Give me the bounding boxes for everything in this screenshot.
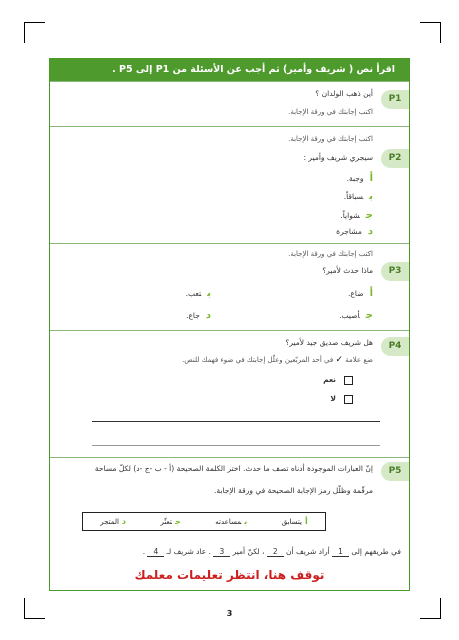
- option-p3-d[interactable]: دجاع.: [186, 310, 211, 321]
- word-c: جتعثّر: [160, 517, 181, 526]
- option-p2-b[interactable]: بسباقاً.: [343, 191, 373, 202]
- blank-3[interactable]: 3: [213, 547, 230, 557]
- question-tag-p3: P3: [381, 262, 409, 281]
- question-tag-p4: P4: [381, 337, 409, 356]
- option-no[interactable]: لا: [330, 394, 353, 404]
- section-p2: [50, 126, 409, 244]
- section-p4: [50, 330, 409, 458]
- instruction-p3: اكتب إجابتك في ورقة الإجابة.: [288, 250, 373, 258]
- option-p2-d[interactable]: دمشاجرة: [336, 226, 373, 237]
- crop-mark-top-right: [420, 22, 441, 43]
- instruction-p2: اكتب إجابتك في ورقة الإجابة.: [288, 135, 373, 143]
- section-p3: [50, 243, 409, 331]
- word-b: بمساعدته: [215, 517, 248, 526]
- question-tag-p2: P2: [381, 149, 409, 168]
- crop-mark-top-left: [24, 22, 45, 43]
- option-p2-c[interactable]: جشواياً.: [340, 210, 373, 221]
- page-number: 3: [226, 609, 233, 618]
- question-text-p3: ماذا حدث لأمير؟: [322, 266, 373, 275]
- section-p1: [50, 81, 409, 127]
- option-p3-a[interactable]: أضاع.: [348, 288, 373, 299]
- instruction-p1: اكتب إجابتك في ورقة الإجابة.: [288, 108, 373, 116]
- question-text-p1: أين ذهب الولدان ؟: [315, 89, 373, 98]
- word-a: أيتسابق: [281, 517, 308, 526]
- word-d: دالمتجر: [100, 517, 127, 526]
- instruction-p4: ضع علامة ✓ في أحد المربّعين وعلّل إجابتك في ضوء فهمك للنص.: [182, 355, 373, 365]
- sheet-header: اقرأ نص ( شريف وأمير) ثم أجب عن الأسئلة من P1 إلى P5 .: [50, 59, 409, 81]
- blank-2[interactable]: 2: [267, 547, 284, 557]
- option-p3-b[interactable]: بتعب.: [185, 288, 211, 299]
- question-text-p2: سيجري شريف وأمير :: [303, 153, 373, 162]
- fill-in-sentence: في طريقهم إلى 1 أراد شريف أن 2 ، لكنّ أمير 3 . عاد شريف لـ 4 .: [142, 547, 401, 556]
- question-text-p5-line2: مرقّمة وظلّل رمز الإجابة الصحيحة في ورقة الإجابة.: [213, 486, 373, 495]
- question-tag-p1: P1: [381, 90, 409, 109]
- question-text-p4: هل شريف صديق جيد لأمير؟: [285, 338, 373, 347]
- check-mark-icon: ✓: [335, 355, 343, 365]
- blank-1[interactable]: 1: [332, 547, 349, 557]
- option-yes[interactable]: نعم: [323, 375, 353, 385]
- checkbox-no[interactable]: [344, 395, 353, 404]
- stop-notice: توقف هنا، انتظر تعليمات معلمك: [134, 568, 325, 582]
- question-text-p5-line1: إنّ العبارات الموجودة أدناه تصف ما حدث. اختر الكلمة الصحيحة (أ - ب -ج -د) لكلّ مساحة: [94, 464, 373, 473]
- checkbox-yes[interactable]: [344, 376, 353, 385]
- blank-4[interactable]: 4: [147, 547, 164, 557]
- option-p3-c[interactable]: جأصيب.: [339, 310, 373, 321]
- answer-line-2[interactable]: [92, 445, 380, 446]
- word-bank: [82, 512, 326, 531]
- answer-line-1[interactable]: [92, 421, 380, 422]
- question-tag-p5: P5: [381, 462, 409, 481]
- option-p2-a[interactable]: أوجبة.: [346, 173, 373, 184]
